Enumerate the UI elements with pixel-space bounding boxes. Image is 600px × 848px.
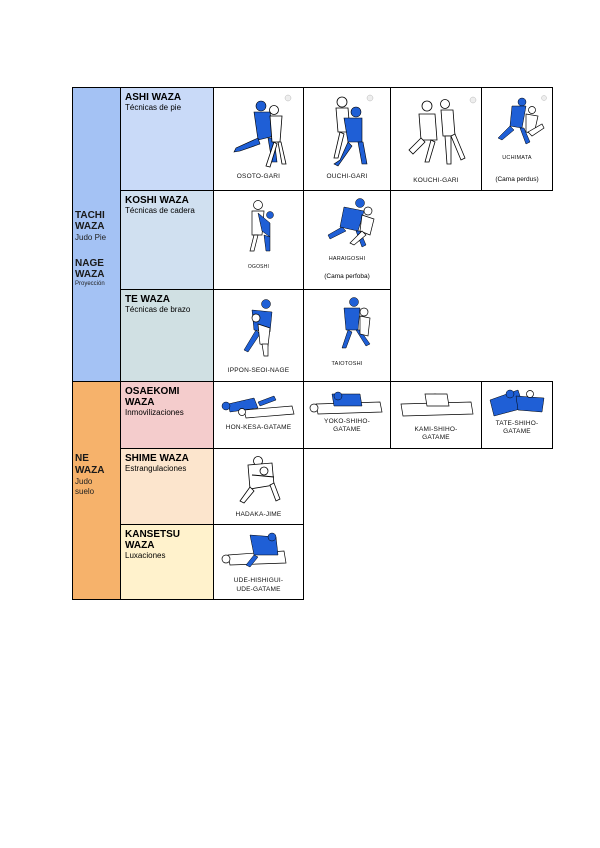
- uchimata-note: (Cama perdus): [495, 176, 539, 183]
- tate-shiho-gatame-illustration: [482, 382, 552, 420]
- ogoshi-illustration: [214, 191, 303, 261]
- koshi-waza-title: KOSHI WAZA: [125, 195, 189, 206]
- yoko-shiho-gatame-label-2: GATAME: [333, 426, 361, 433]
- ude-hishigi-ude-gatame-illustration: [214, 525, 303, 573]
- nage-subtitle: Proyección: [75, 281, 105, 287]
- ude-hishigi-label-1: UDE-HISHIGUI-: [233, 577, 284, 584]
- tai-otoshi-illustration: [304, 290, 390, 352]
- ne-title-line1: NE: [75, 453, 89, 464]
- koshi-waza-group: [120, 190, 214, 290]
- te-waza-desc: Técnicas de brazo: [125, 305, 191, 314]
- uchimata-label: UCHIMATA: [502, 155, 532, 161]
- hon-kesa-gatame-label: HON-KESA-GATAME: [225, 424, 292, 431]
- tachi-title-line2: WAZA: [75, 221, 105, 232]
- tachi-title-line1: TACHI: [75, 210, 105, 221]
- hadaka-jime-label: HADAKA-JIME: [235, 511, 282, 518]
- technique-hadaka-jime: [213, 448, 304, 525]
- te-waza-group: [120, 289, 214, 382]
- ippon-seoi-nage-illustration: [214, 290, 303, 360]
- ne-title-line2: WAZA: [75, 465, 105, 476]
- technique-osoto-gari: [213, 87, 304, 191]
- ne-subtitle-line2: suelo: [75, 487, 95, 496]
- yoko-shiho-gatame-illustration: [304, 382, 390, 418]
- ippon-seoi-nage-label: IPPON-SEOI-NAGE: [227, 367, 290, 374]
- ne-subtitle-line1: Judo: [75, 477, 93, 486]
- tachi-subtitle: Judo Pie: [75, 233, 107, 242]
- tate-shiho-gatame-label-2: GATAME: [503, 428, 531, 435]
- kansetsu-waza-desc: Luxaciones: [125, 551, 166, 560]
- osaekomi-waza-group: [120, 381, 214, 449]
- hon-kesa-gatame-illustration: [214, 382, 303, 422]
- shime-waza-desc: Estrangulaciones: [125, 464, 187, 473]
- shime-waza-group: [120, 448, 214, 525]
- tate-shiho-gatame-label-1: TATE-SHIHO-: [495, 420, 539, 427]
- kami-shiho-gatame-label-1: KAMI-SHIHO-: [414, 426, 458, 433]
- osaekomi-waza-desc: Inmovilizaciones: [125, 408, 184, 417]
- ashi-waza-group: [120, 87, 214, 191]
- tachi-waza-category: [72, 87, 121, 382]
- osoto-gari-illustration: [214, 88, 303, 178]
- kami-shiho-gatame-illustration: [391, 382, 481, 422]
- osaekomi-waza-title: OSAEKOMI WAZA: [125, 386, 180, 408]
- nage-title-line1: NAGE: [75, 258, 104, 269]
- harai-goshi-label: HARAIGOSHI: [328, 256, 366, 262]
- kouchi-gari-illustration: [391, 88, 481, 178]
- technique-harai-goshi: [303, 190, 391, 290]
- ouchi-gari-label: OUCHI-GARI: [326, 173, 368, 180]
- te-waza-title: TE WAZA: [125, 294, 170, 305]
- harai-goshi-illustration: [304, 191, 390, 255]
- technique-ogoshi: [213, 190, 304, 290]
- uchimata-illustration: [482, 88, 552, 158]
- technique-tate-shiho-gatame: [481, 381, 553, 449]
- ashi-waza-desc: Técnicas de pie: [125, 103, 182, 112]
- technique-uchimata: [481, 87, 553, 191]
- ashi-waza-title: ASHI WAZA: [125, 92, 182, 103]
- technique-yoko-shiho-gatame: [303, 381, 391, 449]
- technique-kouchi-gari: [390, 87, 482, 191]
- technique-ude-hishigi-ude-gatame: [213, 524, 304, 600]
- kouchi-gari-label: KOUCHI-GARI: [413, 177, 459, 184]
- technique-ouchi-gari: [303, 87, 391, 191]
- technique-tai-otoshi: [303, 289, 391, 382]
- technique-kami-shiho-gatame: [390, 381, 482, 449]
- tai-otoshi-label: TAIOTOSHI: [331, 361, 363, 367]
- nage-title-line2: WAZA: [75, 269, 105, 280]
- koshi-waza-desc: Técnicas de cadera: [125, 206, 195, 215]
- ne-waza-category: [72, 381, 121, 600]
- osoto-gari-label: OSOTO-GARI: [236, 173, 281, 180]
- technique-hon-kesa-gatame: [213, 381, 304, 449]
- ude-hishigi-label-2: UDE-GATAME: [236, 586, 281, 593]
- shime-waza-title: SHIME WAZA: [125, 453, 189, 464]
- hadaka-jime-illustration: [214, 449, 303, 507]
- technique-ippon-seoi-nage: [213, 289, 304, 382]
- ogoshi-label: OGOSHI: [247, 264, 270, 270]
- harai-goshi-note: (Cama perfoba): [324, 273, 370, 280]
- ouchi-gari-illustration: [304, 88, 390, 178]
- kansetsu-waza-group: [120, 524, 214, 600]
- kami-shiho-gatame-label-2: GATAME: [422, 434, 450, 441]
- yoko-shiho-gatame-label-1: YOKO-SHIHO-: [324, 418, 370, 425]
- kansetsu-waza-title: KANSETSU WAZA: [125, 529, 181, 551]
